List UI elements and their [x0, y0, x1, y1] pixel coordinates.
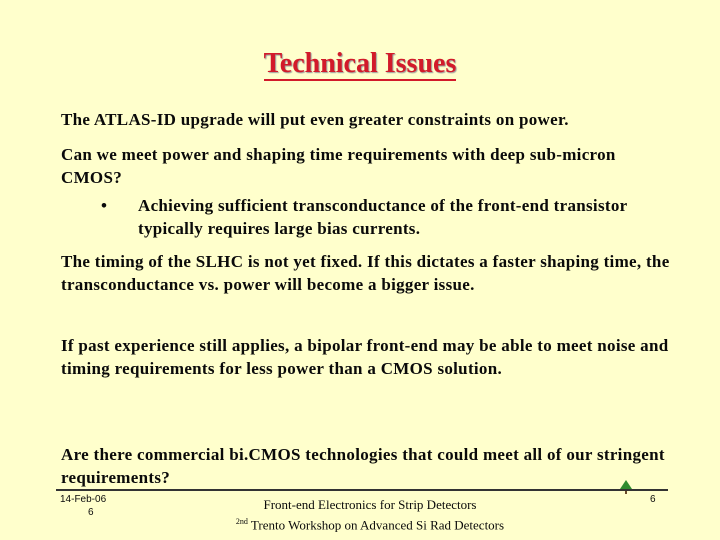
paragraph-bicmos-question: Are there commercial bi.CMOS technologies that could meet all of our stringent requirements? — [61, 445, 665, 487]
footer-line-2-superscript: 2nd — [235, 517, 248, 526]
bullet-text: Achieving sufficient transconductance of the front-end transistor typically requires large bias currents. — [138, 196, 628, 238]
footer-line-2-text: Trento Workshop on Advanced Si Rad Detectors — [247, 517, 505, 533]
paragraph-power-constraints: The ATLAS-ID upgrade will put even greater constraints on power. — [61, 110, 569, 129]
footer-line-1: Front-end Electronics for Strip Detectors — [263, 497, 477, 512]
footer-date: 14-Feb-06 — [60, 494, 107, 505]
tree-logo-icon — [620, 480, 632, 494]
paragraph-cmos-question: Can we meet power and shaping time requirements with deep sub-micron CMOS? — [61, 145, 616, 187]
footer-conference-info — [190, 496, 550, 533]
footer-page-number-right: 6 — [650, 494, 656, 505]
footer-page-number-left: 6 — [88, 507, 94, 518]
paragraph-slhc-timing: The timing of the SLHC is not yet fixed. If this dictates a faster shaping time, the transconductance vs. power will become a bigger issue. — [61, 252, 670, 294]
slide-title — [0, 48, 720, 80]
paragraph-bipolar: If past experience still applies, a bipolar front-end may be able to meet noise and timing requirements for less power than a CMOS solution. — [61, 336, 669, 378]
footer-line-2 — [190, 513, 550, 533]
bullet-mark: • — [101, 196, 108, 215]
title-text: Technical Issues — [263, 48, 457, 79]
footer-divider — [56, 489, 668, 491]
